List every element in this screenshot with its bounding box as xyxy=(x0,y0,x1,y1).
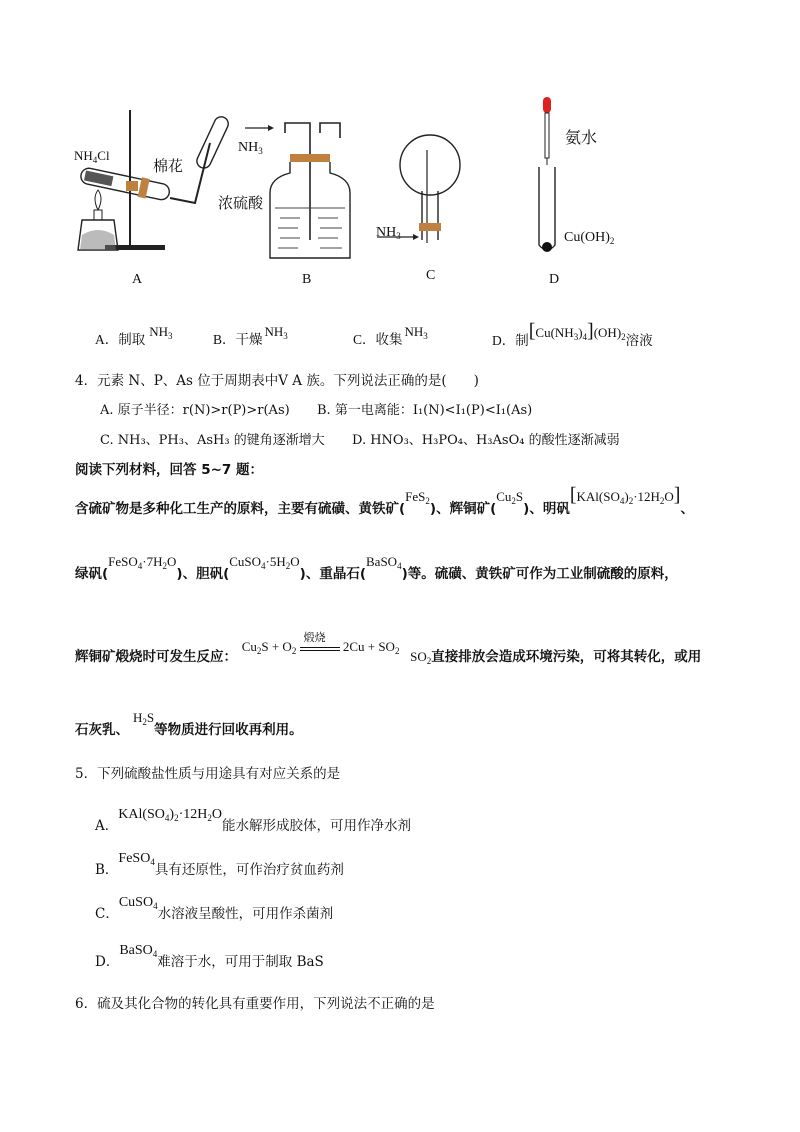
material-line-3: 辉铜矿煅烧时可发生反应： $Cu_2S + O_2$ 煅烧 $2Cu + SO_2$ $SO_2$直接排放会造成环境污染，可将其转化，或用 xyxy=(75,632,702,666)
conc-sulfuric-acid-label: 浓硫酸 xyxy=(218,194,264,212)
cotton-label: 棉花 xyxy=(153,157,184,175)
q3-option-c: C．收集$NH_3$ xyxy=(353,324,428,347)
q5-option-c: C．CuSO$_4$水溶液呈酸性，可用作杀菌剂 xyxy=(95,895,334,922)
nh4cl-label: $NH_4Cl$ xyxy=(74,148,110,165)
figure-a-label: A xyxy=(132,272,143,287)
figure-b-label: B xyxy=(302,272,312,287)
figure-d-label: D xyxy=(549,272,560,287)
material-intro: 阅读下列材料，回答 5~7 题： xyxy=(75,462,263,478)
q3-option-d: D．制$[Cu(NH_3)_4](OH)_2$溶液 xyxy=(492,320,653,348)
q4-option-a: A. 原子半径：r(N)>r(P)>r(As) xyxy=(100,403,290,418)
nh3-c-label: $NH_3$ xyxy=(376,225,401,241)
q3-option-a: A．制取$NH_3$ xyxy=(95,324,173,347)
material-line-1: 含硫矿物是多种化工生产的原料，主要有硫磺、黄铁矿(FeS$_2$)、辉铜矿$(Cu_2S)$、明矾$[KAl(SO_4)_2\cdot 12H_2O]$、 xyxy=(75,484,694,517)
ammonia-water-label: 氨水 xyxy=(565,128,598,147)
q4-stem: 4．元素 N、P、As 位于周期表中Ⅴ A 族。下列说法正确的是( ) xyxy=(75,373,479,389)
q5-option-a: A．$KAl(SO_4)_2\cdot 12H_2O$能水解形成胶体，可用作净水剂 xyxy=(95,807,411,834)
figure-c-label: C xyxy=(426,268,436,283)
material-line-4: 石灰乳、$H_2S$等物质进行回收再利用。 xyxy=(75,710,303,738)
q5-option-d: D．BaSO$_4$难溶于水，可用于制取 BaS xyxy=(95,943,324,970)
q5-option-b: B．FeSO$_4$具有还原性，可作治疗贫血药剂 xyxy=(95,851,344,878)
q4-option-b: B. 第一电离能：I₁(N)<I₁(P)<I₁(As) xyxy=(317,403,533,418)
q5-stem: 5．下列硫酸盐性质与用途具有对应关系的是 xyxy=(75,766,341,782)
q3-option-b: B．干燥$NH_3$ xyxy=(213,324,288,347)
cuoh2-label: $Cu(OH)_2$ xyxy=(564,230,615,246)
nh3-inlet-label: $NH_3$ xyxy=(238,140,263,156)
apparatus-a-figure xyxy=(70,95,230,265)
reaction-equation: $Cu_2S + O_2$ 煅烧 $2Cu + SO_2$ xyxy=(241,632,400,656)
q4-option-d: D. HNO₃、H₃PO₄、H₃AsO₄ 的酸性逐渐减弱 xyxy=(352,433,620,448)
q4-option-c: C. NH₃、PH₃、AsH₃ 的键角逐渐增大 xyxy=(100,433,325,448)
q6-stem: 6．硫及其化合物的转化具有重要作用，下列说法不正确的是 xyxy=(75,996,435,1012)
material-line-2: 绿矾$(FeSO_4\cdot 7H_2O)$、胆矾$(CuSO_4\cdot 5H_2O)$、重晶石(BaSO$_4$)等。硫磺、黄铁矿可作为工业制硫酸的原料， xyxy=(75,554,678,582)
